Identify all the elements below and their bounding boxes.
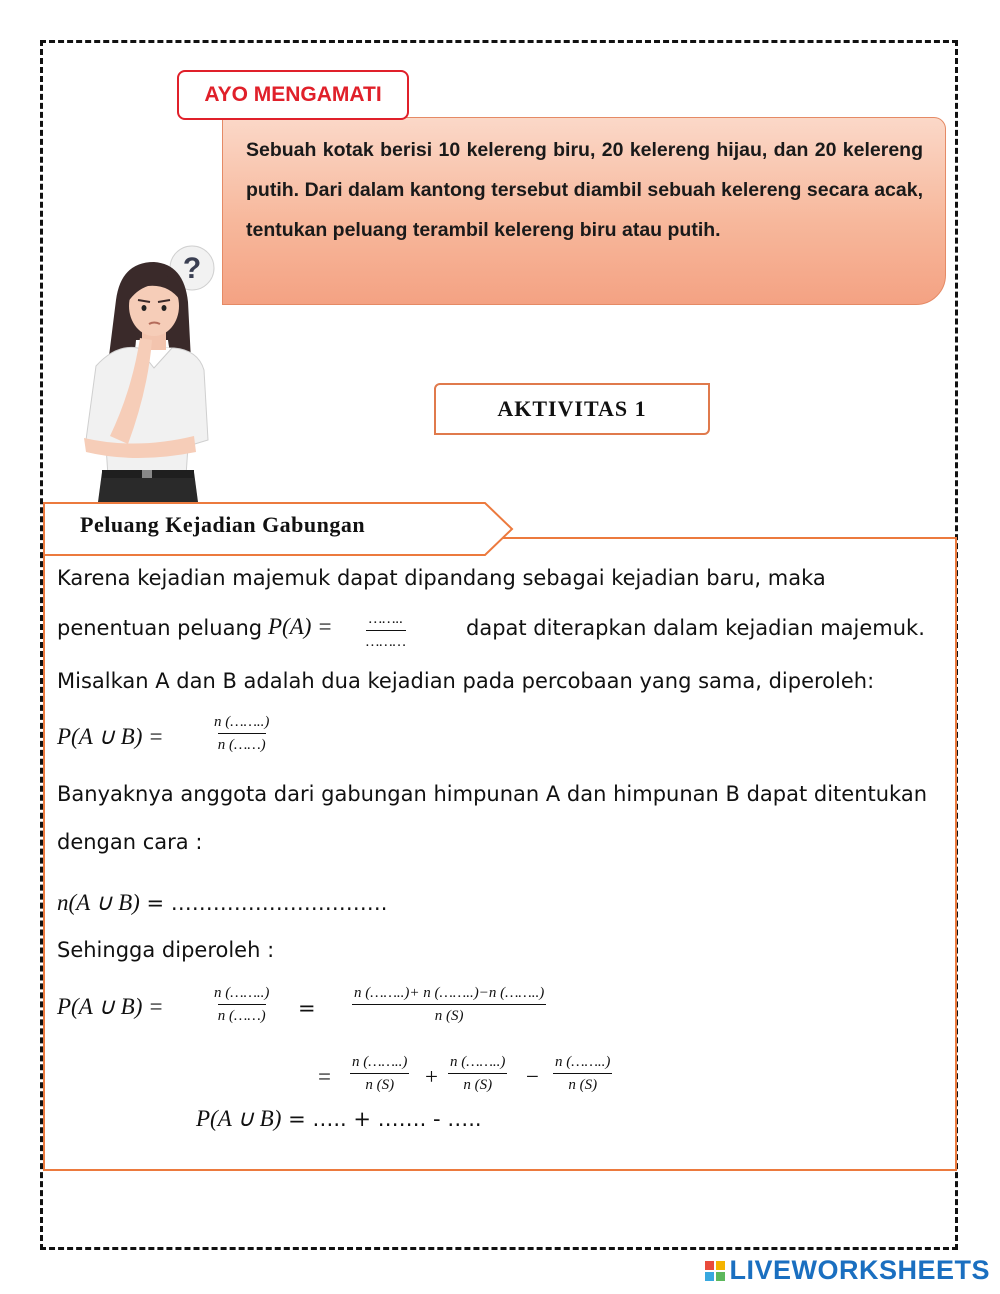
text-line-6: Sehingga diperoleh : [57,938,275,962]
text-line-4: Banyaknya anggota dari gabungan himpunan A dan himpunan B dapat ditentukan [57,782,928,806]
fraction-6-num: n (……..) [555,1054,611,1070]
fraction-5-den: n (S) [448,1073,507,1094]
formula-pab-1: P(A ∪ B) = [57,724,164,749]
fraction-6-den: n (S) [553,1073,612,1094]
formula-final-label: P(A ∪ B) [196,1106,282,1131]
fraction-5-num: n (……..) [450,1054,506,1070]
fraction-dots [366,611,406,651]
formula-final-rest: = ….. + ……. - ….. [281,1107,482,1131]
fraction-1 [212,714,271,754]
liveworksheets-logo [705,1255,990,1286]
text-line-3: Misalkan A dan B adalah dua kejadian pada percobaan yang sama, diperoleh: [57,669,875,693]
fraction-4-num: n (……..) [352,1054,408,1070]
fraction-2 [212,985,271,1025]
problem-speech-bubble [222,117,946,305]
text-line-5: dengan cara : [57,830,203,854]
liveworksheets-logo-text: LIVEWORKSHEETS [729,1255,990,1285]
equals-2: = [318,1064,331,1089]
text-line-2a: penentuan peluang [57,616,263,640]
ayo-mengamati-badge: AYO MENGAMATI [177,70,409,120]
fraction-dots-den: ……… [366,630,406,651]
thinking-girl-illustration [76,240,236,502]
section-title: Peluang Kejadian Gabungan [80,512,366,537]
formula-nab-label: n(A ∪ B) [57,890,140,915]
svg-text:?: ? [182,252,202,285]
equals-1: = [298,996,316,1020]
fraction-2-num: n (……..) [214,985,270,1001]
fraction-6 [553,1054,612,1094]
text-line-1: Karena kejadian majemuk dapat dipandang sebagai kejadian baru, maka [57,566,826,590]
fraction-4 [350,1054,409,1094]
fraction-3-den: n (S) [352,1004,546,1025]
formula-final [196,1106,482,1132]
formula-pa: P(A) = [268,614,333,639]
formula-nab-rest: = …………………………. [139,891,388,915]
fraction-3-num: n (……..)+ n (……..)−n (……..) [354,985,545,1001]
liveworksheets-logo-icon [705,1261,725,1281]
fraction-1-num: n (……..) [214,714,270,730]
minus-sign: − [526,1064,539,1089]
text-line-2b: dapat diterapkan dalam kejadian majemuk. [466,616,925,640]
formula-nab [57,890,387,916]
activity-title-box: AKTIVITAS 1 [434,383,710,435]
fraction-2-den: n (……) [218,1004,266,1025]
problem-text: Sebuah kotak berisi 10 kelereng biru, 20 kelereng hijau, dan 20 kelereng putih. Dari dalam kantong tersebut diambil sebuah kelereng secara acak, tentukan peluang terambil kelereng biru atau putih. [246,139,923,241]
fraction-1-den: n (……) [218,733,266,754]
fraction-5 [448,1054,507,1094]
fraction-3 [352,985,546,1025]
fraction-4-den: n (S) [350,1073,409,1094]
formula-pab-2: P(A ∪ B) = [57,994,164,1019]
fraction-dots-num: …….. [368,611,404,627]
plus-sign: + [425,1064,438,1089]
